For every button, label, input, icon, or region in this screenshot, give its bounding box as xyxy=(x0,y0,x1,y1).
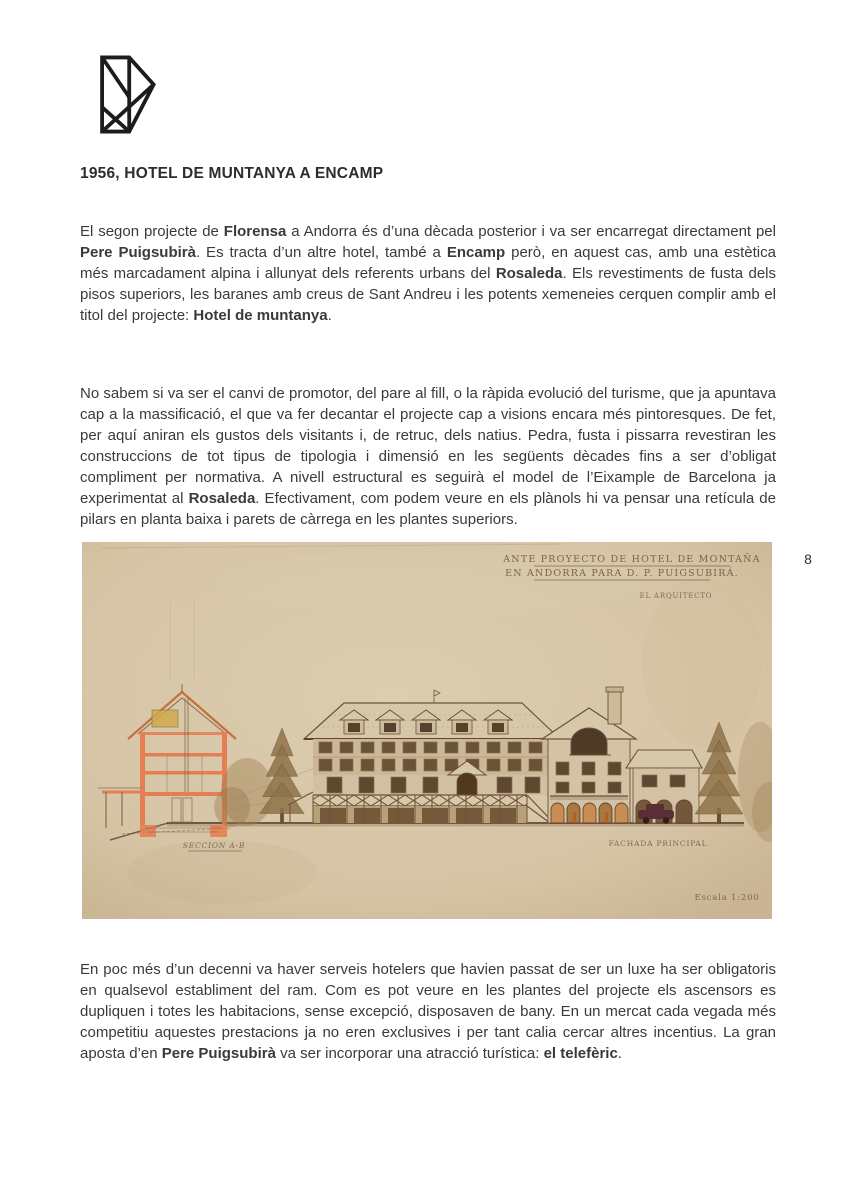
page-title: 1956, HOTEL DE MUNTANYA A ENCAMP xyxy=(80,165,384,183)
architectural-drawing-figure xyxy=(82,542,772,919)
logo xyxy=(90,52,163,137)
geometric-d-monogram-icon xyxy=(90,52,163,137)
page-number: 8 xyxy=(804,551,812,567)
architect-label: EL ARQUITECTO xyxy=(639,592,713,600)
section-label: SECCION A-B xyxy=(182,841,246,850)
paragraph-1: El segon projecte de Florensa a Andorra és d’una dècada posterior i va ser encarregat directament pel Pere Puigsubirà. Es tracta d’un altre hotel, també a Encamp però, en aquest cas, amb una estètica més marcadament alpina i allunyat dels referents urbans del Rosaleda. Els revestiments de fusta dels pisos superiors, les baranes amb creus de Sant Andreu i les potents xemeneies cerquen complir amb el titol del projecte: Hotel de muntanya. xyxy=(80,223,776,324)
drawing-title-line2: EN ANDORRA PARA D. P. PUIGSUBIRÁ. xyxy=(505,568,739,579)
scale-label: Escala 1:200 xyxy=(694,893,760,903)
section-highlight-room xyxy=(152,710,178,727)
facade-label: FACHADA PRINCIPAL xyxy=(608,839,708,848)
hotel-drawing-canvas xyxy=(82,542,772,919)
paragraph-2: No sabem si va ser el canvi de promotor, del pare al fill, o la ràpida evolució del turisme, que ja apuntava cap a la massificació, el que va fer decantar el projecte cap a visions encara més pintoresques. De fet, per aquí aniran els gustos dels visitants i, de retruc, dels natius. Pedra, fusta i pissarra revestiran les construccions de tot tipus de tipologia i dimensió en les següents dècades fins a ser d’obligat compliment per normativa. A nivell estructural es seguirà el model de l’Eixample de Barcelona ja experimentat al Rosaleda. Efectivament, com podem veure en els plànols hi va pensar una retícula de pilars en planta baixa i parets de càrrega en les plantes superiors. xyxy=(80,385,776,528)
drawing-title-line1: ANTE PROYECTO DE HOTEL DE MONTAÑA xyxy=(503,554,761,565)
hotel-side-wing xyxy=(626,750,702,824)
paragraph-3: En poc més d’un decenni va haver serveis hotelers que havien passat de ser un luxe ha ser obligatoris en qualsevol establiment del ram. Com es pot veure en les plantes del projecte els ascensors es dupliquen i totes les habitacions, sense excepció, disposaven de bany. En un mercat cada vegada més competitiu aquestes prestacions ja no eren exclusives i per tant calia cercar altres incentius. La gran aposta d’en Pere Puigsubirà va ser incorporar una atracció turística: el telefèric. xyxy=(80,961,776,1062)
